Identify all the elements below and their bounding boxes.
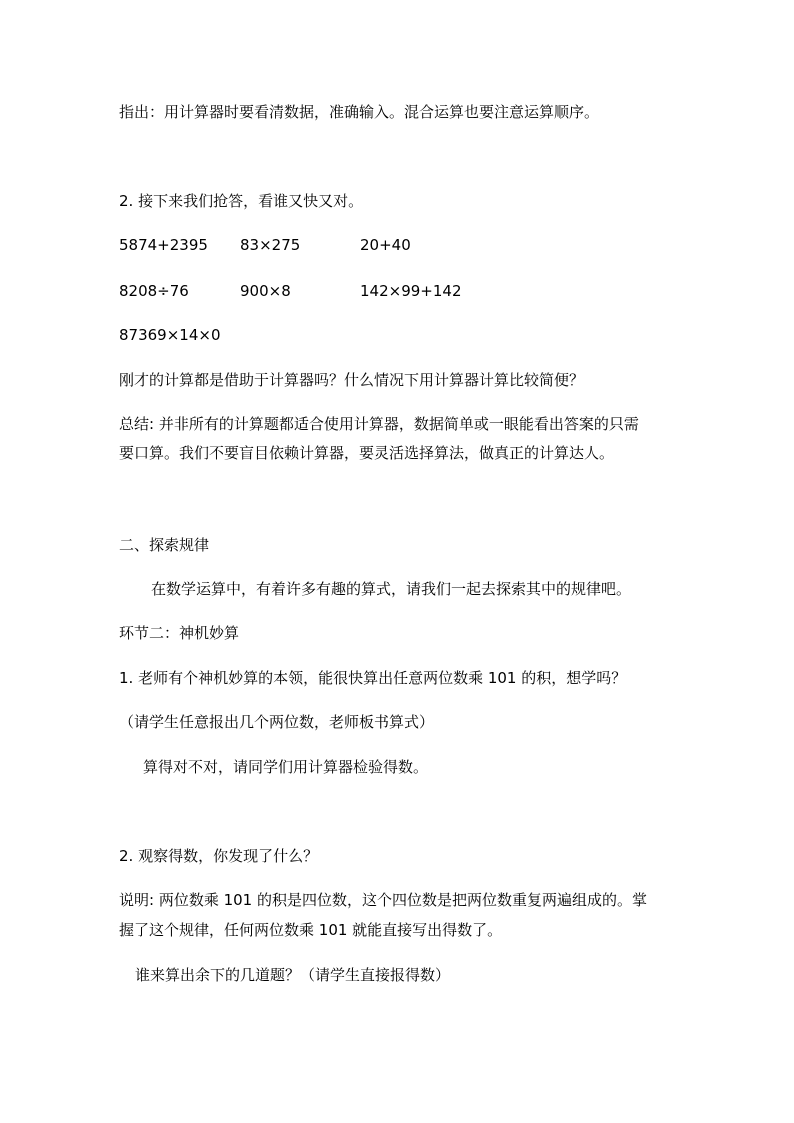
question-2-heading: 2. 接下来我们抢答，看谁又快又对。	[119, 192, 364, 210]
item-1-paragraph: 1. 老师有个神机妙算的本领，能很快算出任意两位数乘 101 的积，想学吗？	[119, 669, 627, 687]
expression-row-1	[119, 235, 619, 255]
expression: 20+40	[360, 236, 411, 254]
item-2-heading: 2. 观察得数，你发现了什么？	[119, 847, 319, 865]
explanation-line-1: 说明: 两位数乘 101 的积是四位数，这个四位数是把两位数重复两遍组成的。掌	[119, 891, 647, 909]
intro-paragraph: 在数学运算中，有着许多有趣的算式，请我们一起去探索其中的规律吧。	[151, 580, 632, 598]
expression-row-2	[119, 281, 619, 301]
summary-paragraph-line-2: 要口算。我们不要盲目依赖计算器，要灵活选择算法，做真正的计算达人。	[119, 444, 615, 462]
explanation-line-2: 握了这个规律，任何两位数乘 101 就能直接写出得数了。	[119, 921, 503, 939]
teacher-note: （请学生任意报出几个两位数，老师板书算式）	[119, 713, 435, 731]
section-heading: 二、探索规律	[119, 536, 210, 554]
expression: 900×8	[240, 282, 291, 300]
check-paragraph: 算得对不对，请同学们用计算器检验得数。	[143, 758, 429, 776]
expression: 83×275	[240, 236, 301, 254]
expression-row-3	[119, 325, 619, 345]
expression: 87369×14×0	[119, 326, 221, 344]
note-paragraph: 指出：用计算器时要看清数据，准确输入。混合运算也要注意运算顺序。	[119, 103, 600, 121]
expression: 142×99+142	[360, 282, 462, 300]
subsection-heading: 环节二：神机妙算	[119, 624, 240, 642]
question-paragraph: 刚才的计算都是借助于计算器吗？什么情况下用计算器计算比较简便？	[119, 371, 585, 389]
expression: 5874+2395	[119, 236, 208, 254]
summary-paragraph-line-1: 总结: 并非所有的计算题都适合使用计算器，数据简单或一眼能看出答案的只需	[119, 415, 639, 433]
expression: 8208÷76	[119, 282, 189, 300]
closing-paragraph: 谁来算出余下的几道题？（请学生直接报得数）	[135, 966, 451, 984]
